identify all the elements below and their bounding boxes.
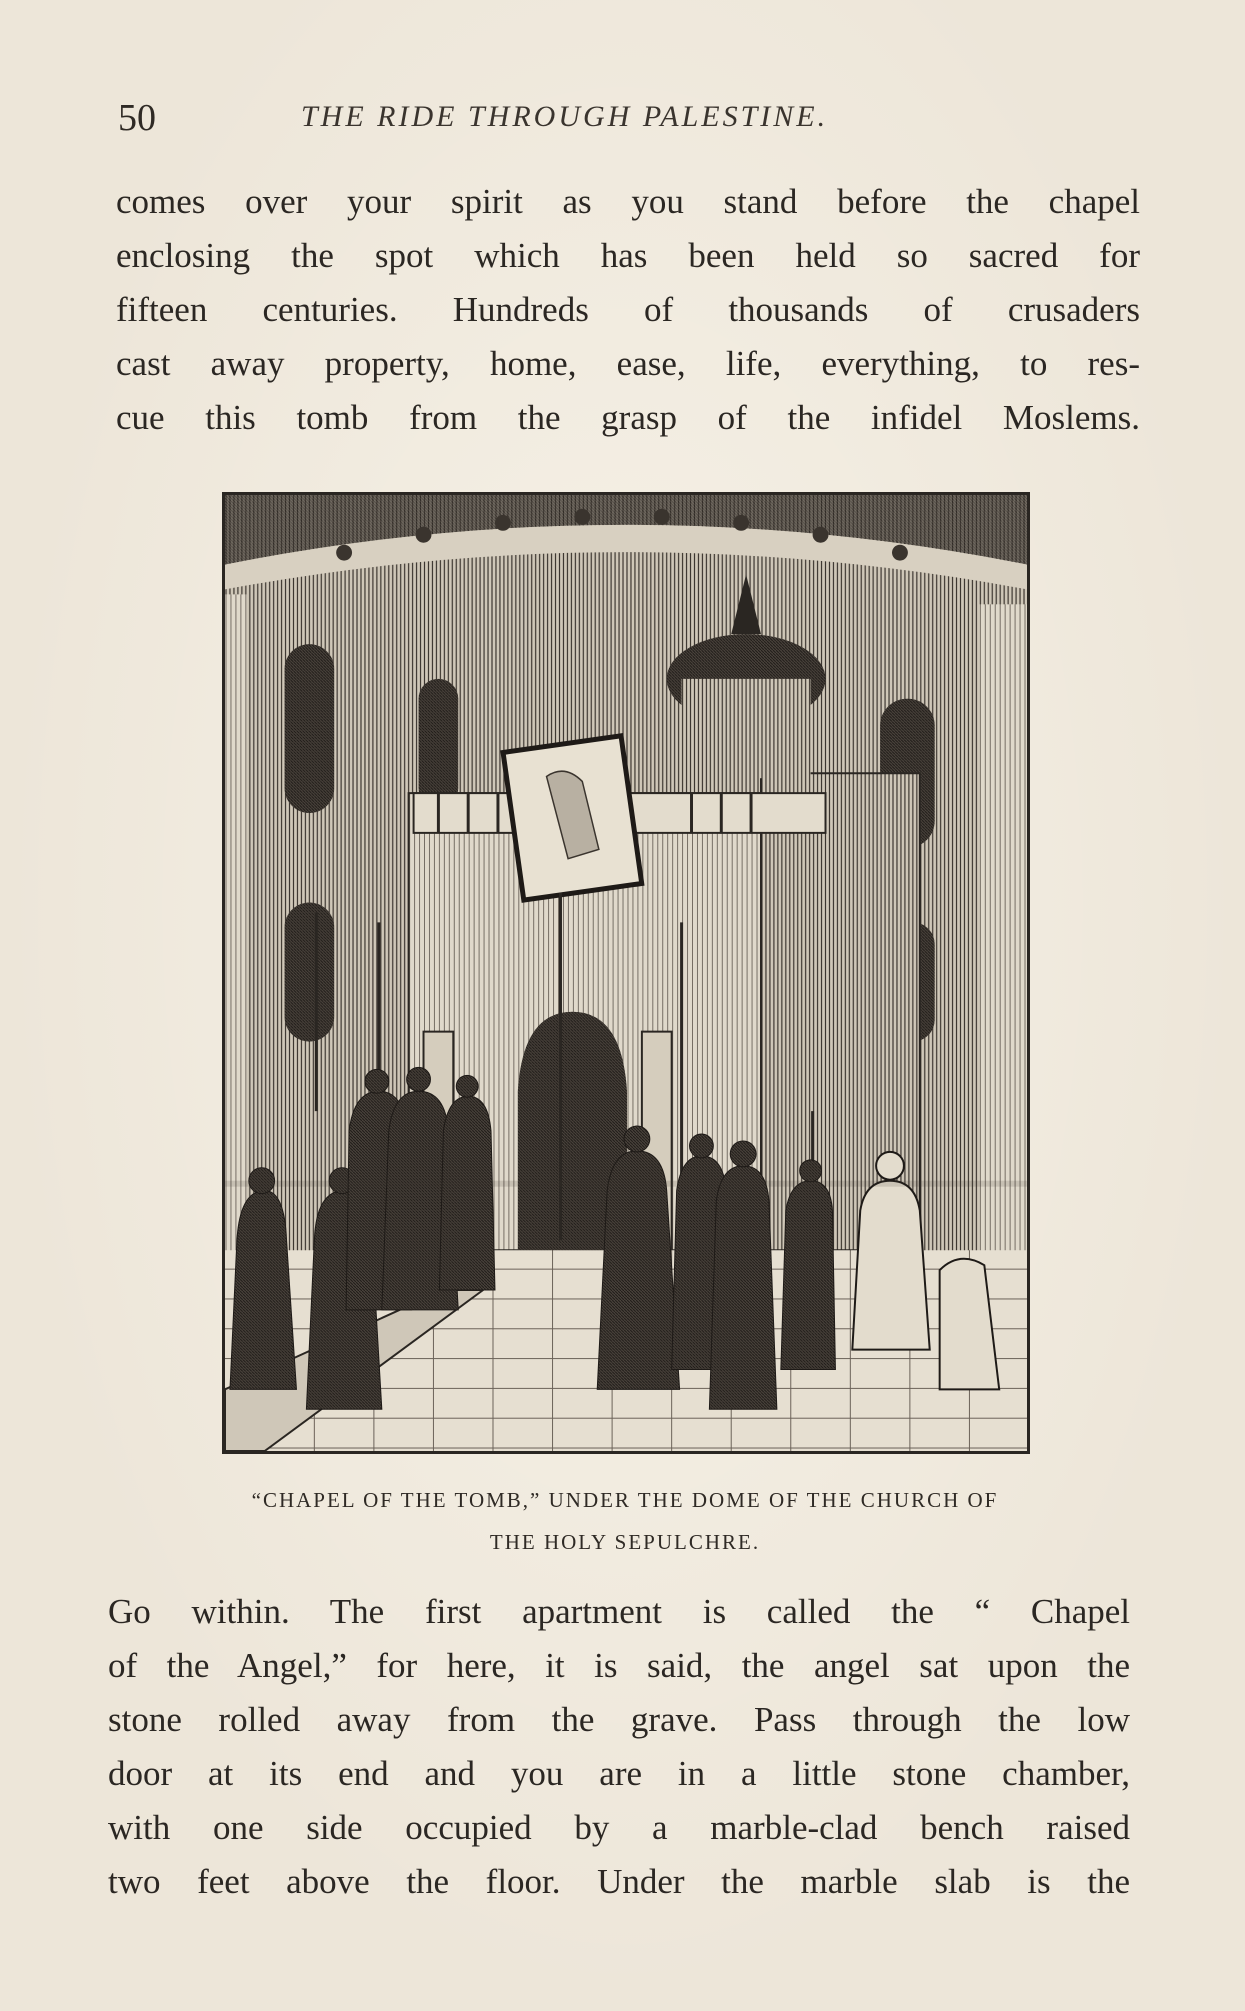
chapel-of-the-tomb-engraving <box>225 495 1027 1451</box>
text-line: stone rolled away from the grave. Pass through the low <box>108 1700 1130 1739</box>
text-line: two feet above the floor. Under the marble slab is the <box>108 1862 1130 1901</box>
text-line: Go within. The first apartment is called the “ Chapel <box>108 1592 1130 1631</box>
text-line: cast away property, home, ease, life, everything, to res- <box>116 344 1140 383</box>
page-number: 50 <box>118 97 156 139</box>
text-line: comes over your spirit as you stand before the chapel <box>116 182 1140 221</box>
text-line: enclosing the spot which has been held so sacred for <box>116 236 1140 275</box>
text-line: fifteen centuries. Hundreds of thousands of crusaders <box>116 290 1140 329</box>
bottom-paragraph <box>108 1585 1130 1909</box>
text-line: with one side occupied by a marble-clad bench raised <box>108 1808 1130 1847</box>
top-paragraph <box>116 175 1140 445</box>
running-title: THE RIDE THROUGH PALESTINE. <box>301 100 829 133</box>
engraving-illustration <box>222 492 1030 1454</box>
text-line: of the Angel,” for here, it is said, the angel sat upon the <box>108 1646 1130 1685</box>
figure-caption-line-1: “CHAPEL OF THE TOMB,” UNDER THE DOME OF THE CHURCH OF <box>251 1488 999 1512</box>
figure-caption-line-2: THE HOLY SEPULCHRE. <box>489 1530 761 1554</box>
text-line: cue this tomb from the grasp of the infidel Moslems. <box>116 398 1140 437</box>
running-head <box>118 96 1128 139</box>
text-line: door at its end and you are in a little stone chamber, <box>108 1754 1130 1793</box>
